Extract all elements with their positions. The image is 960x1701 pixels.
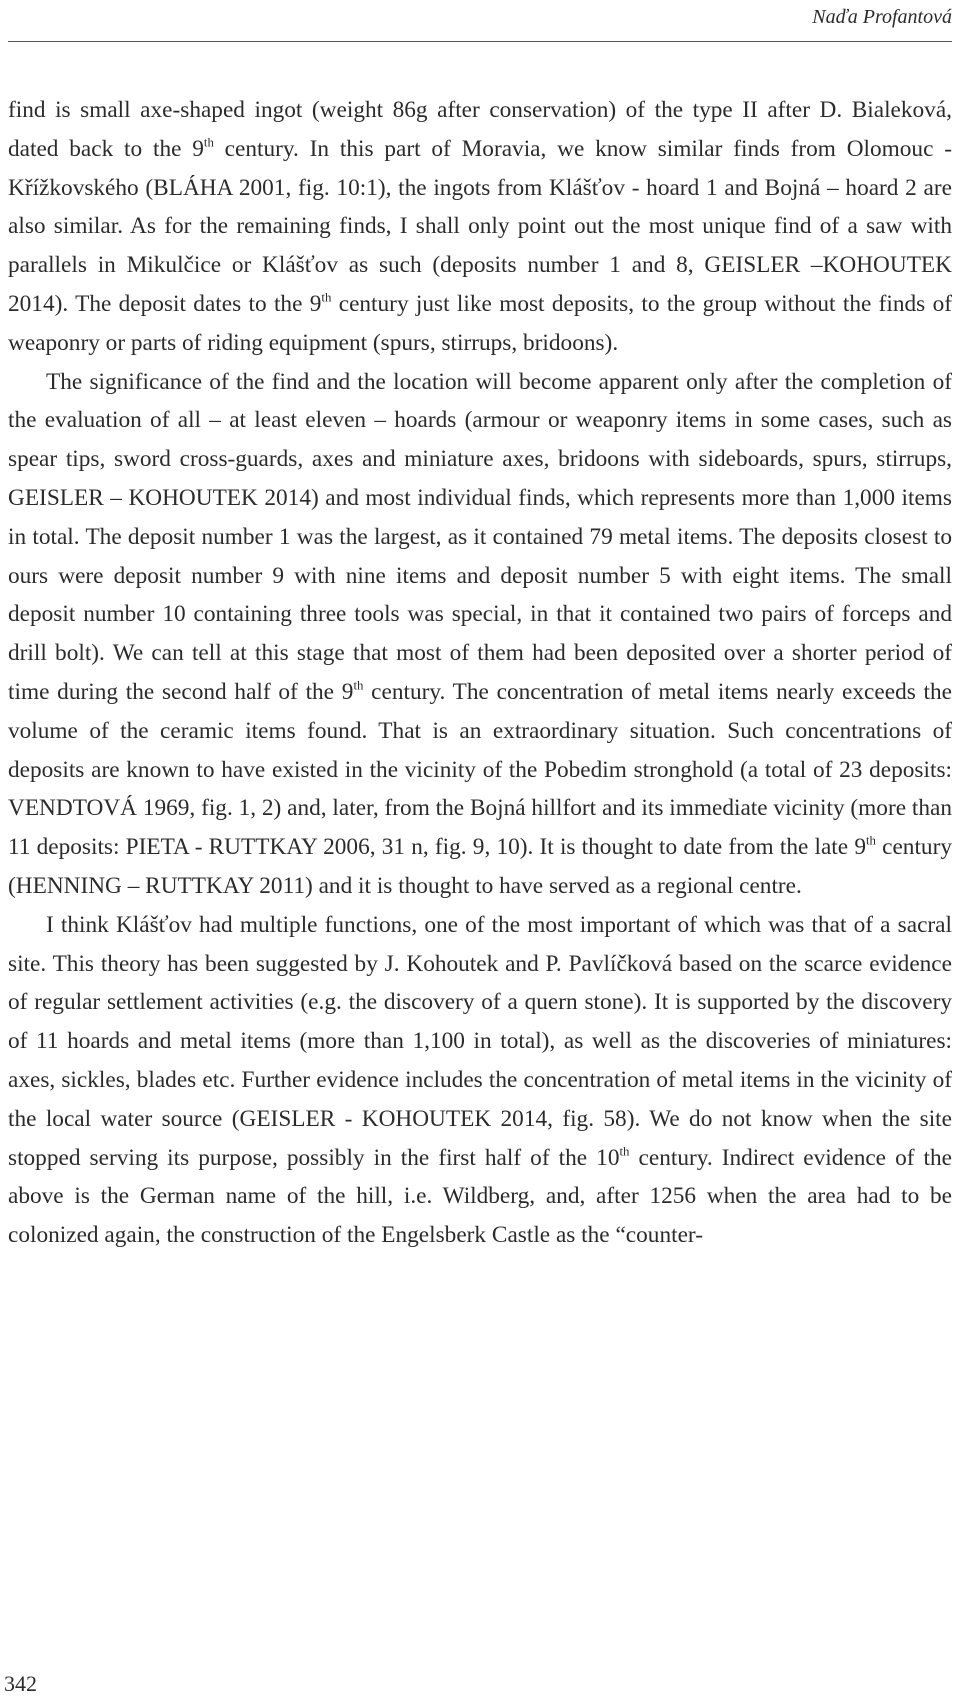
paragraph-text: century. In this part of Moravia, we know similar finds from Olomouc - Křížkovského (BLÁHA 2001, fig. 10:1), the ingots from Klášťov - hoard 1 and Bojná – hoard 2 are also similar. As for the remaining finds, I shall only point out the most unique find of a saw with parallels in Mikulčice or Klášťov as such (deposits number 1 and 8, GEISLER –KOHOUTEK 2014). The deposit dates to the 9 — [8, 135, 952, 317]
body-paragraph-2 — [8, 363, 952, 906]
page-number: 342 — [4, 1671, 37, 1696]
article-body — [8, 91, 952, 1255]
paragraph-text: century. Indirect evidence of the above is the German name of the hill, i.e. Wildberg, and, after 1256 when the area had to be colonized again, the construction of the Engelsberk Castle as the “counter- — [8, 1144, 953, 1249]
ordinal-superscript: th — [353, 678, 364, 693]
paragraph-text: century just like most deposits, to the group without the finds of weaponry or parts of riding equipment (spurs, stirrups, bridoons). — [8, 290, 952, 356]
body-paragraph-1 — [8, 91, 952, 363]
ordinal-superscript: th — [619, 1143, 630, 1158]
paragraph-text: century. The concentration of metal items nearly exceeds the volume of the ceramic items found. That is an extraordinary situation. Such concentrations of deposits are known to have existed in the vicinity of the Pobedim stronghold (a total of 23 deposits: VENDTOVÁ 1969, fig. 1, 2) and, later, from the Bojná hillfort and its immediate vicinity (more than 11 deposits: PIETA - RUTTKAY 2006, 31 n, fig. 9, 10). It is thought to date from the late 9 — [8, 678, 953, 861]
ordinal-superscript: th — [865, 833, 876, 848]
running-header-author: Naďa Profantová — [812, 6, 952, 28]
header-rule — [8, 41, 952, 42]
ordinal-superscript: th — [321, 290, 332, 305]
paragraph-text: The significance of the find and the location will become apparent only after the completion of the evaluation of all – at least eleven – hoards (armour or weaponry items in some cases, such as spear tips, sword cross-guards, axes and miniature axes, bridoons with sideboards, spurs, stirrups, GEISLER – KOHOUTEK 2014) and most individual finds, which represents more than 1,000 items in total. The deposit number 1 was the largest, as it contained 79 metal items. The deposits closest to ours were deposit number 9 with nine items and deposit number 5 with eight items. The small deposit number 10 containing three tools was special, in that it contained two pairs of forceps and drill bolt). We can tell at this stage that most of them had been deposited over a shorter period of time during the second half of the 9 — [8, 368, 952, 705]
paragraph-text: I think Klášťov had multiple functions, one of the most important of which was that of a sacral site. This theory has been suggested by J. Kohoutek and P. Pavlíčková based on the scarce evidence of regular settlement activities (e.g. the discovery of a quern stone). It is supported by the discovery of 11 hoards and metal items (more than 1,100 in total), as well as the discoveries of miniatures: axes, sickles, blades etc. Further evidence includes the concentration of metal items in the vicinity of the local water source (GEISLER - KOHOUTEK 2014, fig. 58). We do not know when the site stopped serving its purpose, possibly in the first half of the 10 — [8, 911, 952, 1171]
ordinal-superscript: th — [203, 135, 214, 150]
paragraph-text: century (HENNING – RUTTKAY 2011) and it is thought to have served as a regional centre. — [8, 834, 952, 899]
paragraph-text: find is small axe-shaped ingot (weight 86g after conservation) of the type II after D. Bialeková, dated back to the 9 — [8, 97, 952, 162]
body-paragraph-3 — [8, 906, 952, 1255]
